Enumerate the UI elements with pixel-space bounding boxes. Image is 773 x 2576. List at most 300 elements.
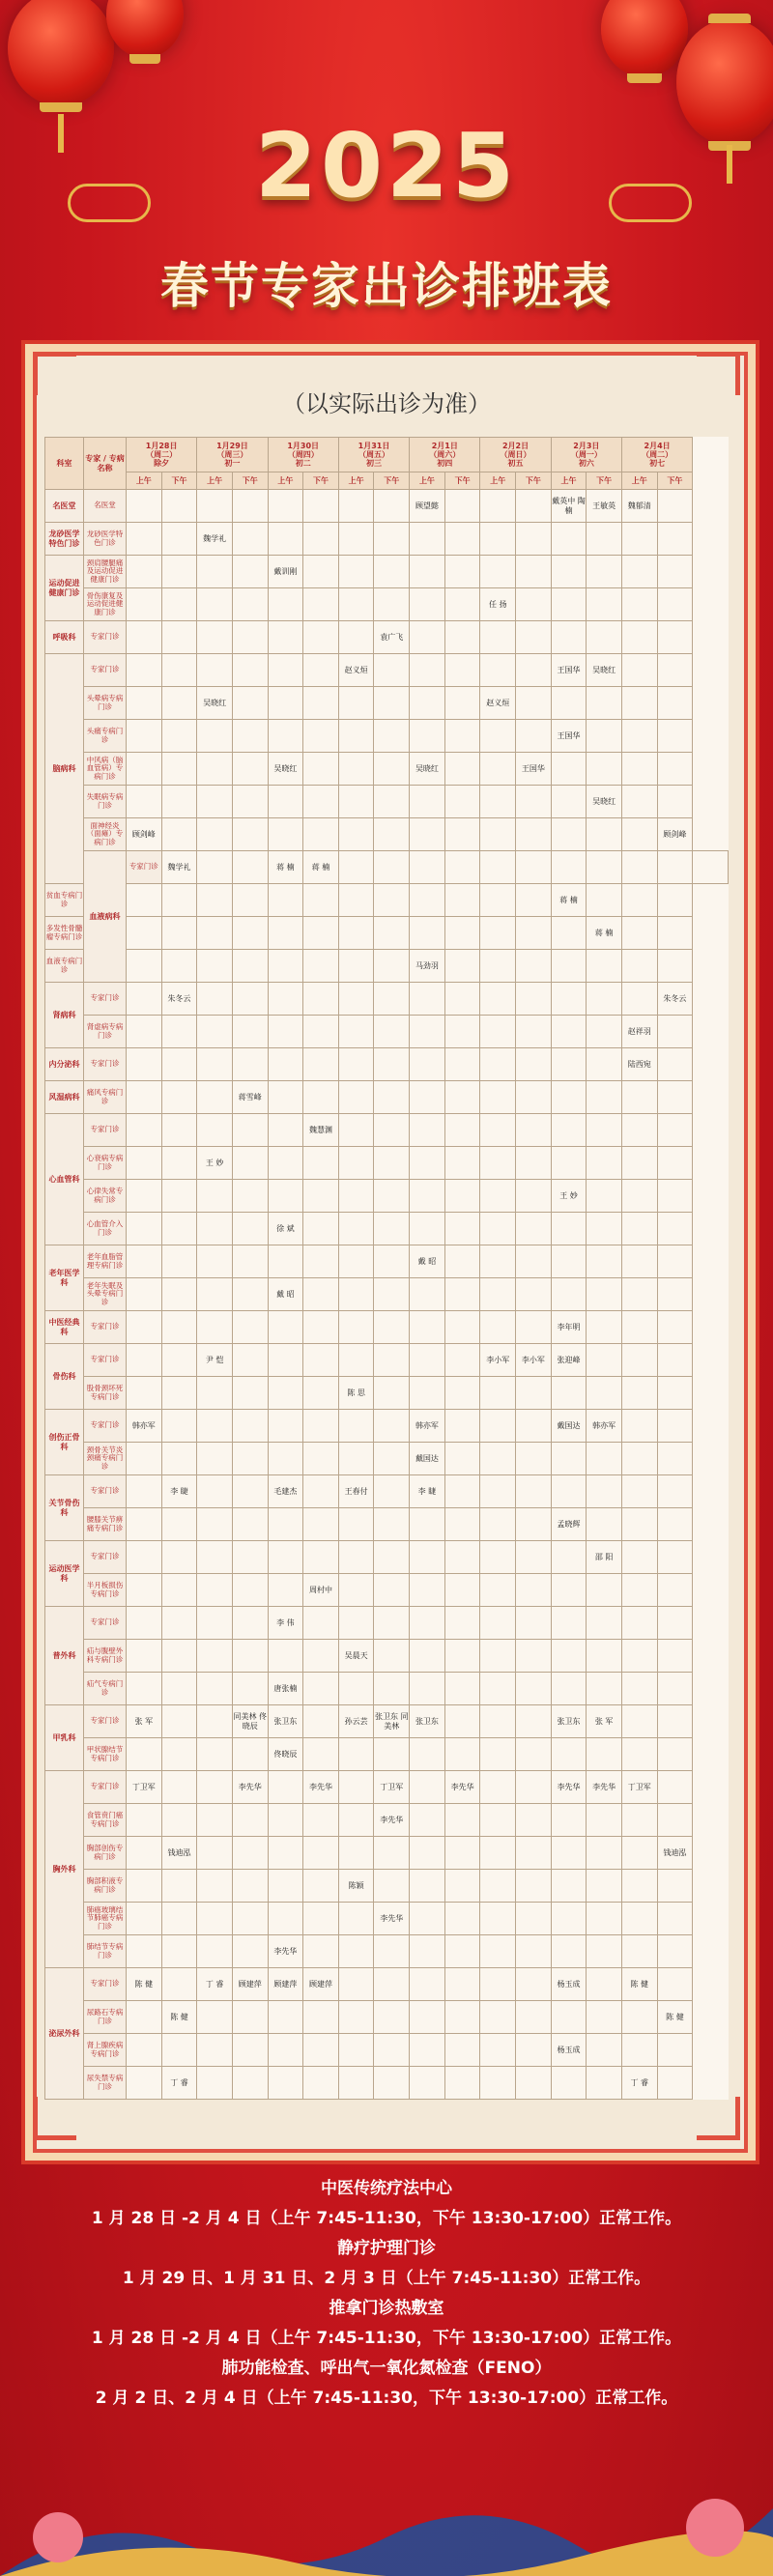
doctor-cell bbox=[444, 983, 480, 1016]
doctor-cell bbox=[444, 1344, 480, 1377]
doctor-cell: 丁卫军 bbox=[127, 1771, 162, 1804]
doctor-cell bbox=[374, 818, 410, 851]
doctor-cell bbox=[587, 1443, 622, 1475]
clinic-cell: 专家门诊 bbox=[84, 1541, 127, 1574]
doctor-cell bbox=[587, 1574, 622, 1607]
doctor-cell bbox=[587, 1344, 622, 1377]
doctor-cell bbox=[127, 490, 162, 523]
doctor-cell bbox=[232, 621, 268, 654]
header-day-text: （周三） bbox=[216, 449, 248, 459]
clinic-cell: 专家门诊 bbox=[84, 1475, 127, 1508]
doctor-cell bbox=[551, 621, 587, 654]
doctor-cell bbox=[516, 1213, 552, 1245]
doctor-cell: 蒋雪峰 bbox=[232, 1081, 268, 1114]
doctor-cell: 顾剑峰 bbox=[657, 818, 693, 851]
page-title: 春节专家出诊排班表 bbox=[160, 258, 613, 314]
doctor-cell bbox=[657, 1180, 693, 1213]
doctor-cell bbox=[480, 1903, 516, 1935]
dept-cell: 关节骨伤科 bbox=[45, 1475, 84, 1541]
doctor-cell bbox=[516, 1607, 552, 1640]
table-row bbox=[45, 720, 729, 753]
doctor-cell bbox=[197, 1081, 233, 1114]
doctor-cell: 吴晓红 bbox=[197, 687, 233, 720]
doctor-cell bbox=[232, 523, 268, 556]
doctor-cell bbox=[338, 621, 374, 654]
doctor-cell bbox=[444, 1804, 480, 1837]
doctor-cell bbox=[197, 753, 233, 786]
doctor-cell bbox=[127, 1935, 162, 1968]
clinic-cell: 心衰病专病门诊 bbox=[84, 1147, 127, 1180]
dept-cell: 创伤正骨科 bbox=[45, 1410, 84, 1475]
doctor-cell: 丁 睿 bbox=[197, 1968, 233, 2001]
doctor-cell bbox=[232, 1837, 268, 1870]
doctor-cell bbox=[480, 1048, 516, 1081]
doctor-cell bbox=[338, 1607, 374, 1640]
header-day-text: 1月28日 bbox=[145, 441, 178, 450]
doctor-cell bbox=[516, 1541, 552, 1574]
doctor-cell bbox=[374, 1048, 410, 1081]
clinic-cell: 尿失禁专病门诊 bbox=[84, 2067, 127, 2100]
clinic-cell: 尿路石专病门诊 bbox=[84, 2001, 127, 2034]
doctor-cell bbox=[516, 2034, 552, 2067]
doctor-cell bbox=[268, 1114, 303, 1147]
doctor-cell bbox=[551, 983, 587, 1016]
doctor-cell bbox=[693, 851, 729, 884]
doctor-cell bbox=[374, 2067, 410, 2100]
doctor-cell bbox=[444, 1574, 480, 1607]
doctor-cell: 吴晓红 bbox=[410, 753, 445, 786]
doctor-cell bbox=[551, 1804, 587, 1837]
doctor-cell bbox=[268, 1147, 303, 1180]
doctor-cell bbox=[480, 851, 516, 884]
doctor-cell bbox=[374, 1574, 410, 1607]
doctor-cell bbox=[621, 1311, 657, 1344]
doctor-cell bbox=[161, 884, 197, 917]
doctor-cell bbox=[480, 2034, 516, 2067]
doctor-cell bbox=[657, 1377, 693, 1410]
doctor-cell: 杨玉成 bbox=[551, 1968, 587, 2001]
doctor-cell bbox=[197, 1311, 233, 1344]
doctor-cell bbox=[444, 1443, 480, 1475]
doctor-cell bbox=[268, 1443, 303, 1475]
doctor-cell bbox=[303, 950, 339, 983]
header-day bbox=[197, 438, 268, 472]
doctor-cell bbox=[480, 1475, 516, 1508]
header-pm: 下午 bbox=[161, 472, 197, 490]
doctor-cell bbox=[657, 1738, 693, 1771]
header-day-text: （周一） bbox=[570, 449, 602, 459]
header-day-text: 除夕 bbox=[154, 459, 170, 469]
doctor-cell bbox=[197, 2001, 233, 2034]
doctor-cell bbox=[657, 917, 693, 950]
doctor-cell bbox=[161, 1804, 197, 1837]
doctor-cell bbox=[480, 1443, 516, 1475]
doctor-cell bbox=[161, 1903, 197, 1935]
table-row bbox=[45, 1508, 729, 1541]
header-day-text: （周二） bbox=[642, 449, 673, 459]
doctor-cell bbox=[516, 621, 552, 654]
doctor-cell bbox=[197, 1640, 233, 1673]
doctor-cell bbox=[161, 720, 197, 753]
doctor-cell bbox=[127, 1180, 162, 1213]
doctor-cell bbox=[338, 1443, 374, 1475]
doctor-cell: 王 妙 bbox=[197, 1147, 233, 1180]
doctor-cell bbox=[587, 1870, 622, 1903]
doctor-cell bbox=[303, 1443, 339, 1475]
doctor-cell bbox=[587, 1213, 622, 1245]
table-row bbox=[45, 1574, 729, 1607]
notice-heading: 静疗护理门诊 bbox=[337, 2239, 436, 2258]
doctor-cell bbox=[621, 1377, 657, 1410]
doctor-cell bbox=[551, 753, 587, 786]
doctor-cell bbox=[444, 1640, 480, 1673]
doctor-cell bbox=[410, 1114, 445, 1147]
doctor-cell bbox=[516, 1771, 552, 1804]
doctor-cell bbox=[480, 917, 516, 950]
doctor-cell bbox=[161, 818, 197, 851]
doctor-cell: 丁卫军 bbox=[621, 1771, 657, 1804]
clinic-cell: 肺癌玻璃结节肺癌专病门诊 bbox=[84, 1903, 127, 1935]
doctor-cell bbox=[551, 1081, 587, 1114]
doctor-cell bbox=[374, 1147, 410, 1180]
doctor-cell: 钱迪泓 bbox=[657, 1837, 693, 1870]
doctor-cell bbox=[232, 950, 268, 983]
doctor-cell bbox=[161, 490, 197, 523]
doctor-cell bbox=[338, 2001, 374, 2034]
doctor-cell bbox=[480, 1837, 516, 1870]
doctor-cell: 任 扬 bbox=[480, 588, 516, 621]
doctor-cell bbox=[410, 1344, 445, 1377]
doctor-cell bbox=[587, 950, 622, 983]
header-pm: 下午 bbox=[232, 472, 268, 490]
doctor-cell bbox=[127, 687, 162, 720]
doctor-cell: 袁广飞 bbox=[374, 621, 410, 654]
doctor-cell bbox=[127, 1278, 162, 1311]
doctor-cell bbox=[303, 1804, 339, 1837]
doctor-cell bbox=[587, 588, 622, 621]
doctor-cell bbox=[587, 1640, 622, 1673]
doctor-cell bbox=[303, 1377, 339, 1410]
doctor-cell bbox=[444, 1837, 480, 1870]
doctor-cell bbox=[374, 490, 410, 523]
doctor-cell bbox=[161, 1114, 197, 1147]
frame-corner bbox=[697, 2097, 740, 2140]
table-row bbox=[45, 1968, 729, 2001]
doctor-cell bbox=[127, 786, 162, 818]
doctor-cell bbox=[338, 556, 374, 588]
doctor-cell: 王春付 bbox=[338, 1475, 374, 1508]
doctor-cell bbox=[268, 588, 303, 621]
doctor-cell bbox=[480, 786, 516, 818]
doctor-cell bbox=[657, 1804, 693, 1837]
doctor-cell bbox=[621, 753, 657, 786]
doctor-cell bbox=[516, 1640, 552, 1673]
doctor-cell bbox=[374, 588, 410, 621]
doctor-cell: 赵义烜 bbox=[480, 687, 516, 720]
doctor-cell bbox=[444, 1114, 480, 1147]
notice-text: 1 月 28 日 -2 月 4 日（上午 7:45-11:30，下午 13:30-17:00）正常工作。 bbox=[91, 2329, 682, 2348]
clinic-cell: 甲状腺结节专病门诊 bbox=[84, 1738, 127, 1771]
table-row bbox=[45, 1245, 729, 1278]
doctor-cell bbox=[480, 1607, 516, 1640]
doctor-cell bbox=[268, 1377, 303, 1410]
header-day-text: 2月1日 bbox=[431, 441, 458, 450]
doctor-cell: 韩亦军 bbox=[587, 1410, 622, 1443]
doctor-cell bbox=[657, 720, 693, 753]
clinic-cell: 专家门诊 bbox=[84, 1114, 127, 1147]
header-am: 上午 bbox=[197, 472, 233, 490]
doctor-cell: 蒋 楠 bbox=[268, 851, 303, 884]
doctor-cell bbox=[587, 1048, 622, 1081]
doctor-cell bbox=[338, 588, 374, 621]
doctor-cell bbox=[232, 1278, 268, 1311]
doctor-cell bbox=[268, 917, 303, 950]
doctor-cell bbox=[657, 1081, 693, 1114]
doctor-cell bbox=[621, 556, 657, 588]
doctor-cell bbox=[161, 1410, 197, 1443]
doctor-cell bbox=[516, 523, 552, 556]
header-day-text: 1月31日 bbox=[358, 441, 390, 450]
table-row bbox=[45, 1541, 729, 1574]
doctor-cell bbox=[480, 720, 516, 753]
doctor-cell bbox=[161, 1443, 197, 1475]
notice-text: 2 月 2 日、2 月 4 日（上午 7:45-11:30，下午 13:30-17:00）正常工作。 bbox=[95, 2389, 678, 2408]
doctor-cell bbox=[410, 983, 445, 1016]
doctor-cell bbox=[444, 588, 480, 621]
doctor-cell bbox=[268, 1804, 303, 1837]
doctor-cell bbox=[197, 2034, 233, 2067]
table-row bbox=[45, 1377, 729, 1410]
doctor-cell bbox=[127, 1048, 162, 1081]
doctor-cell bbox=[657, 1541, 693, 1574]
doctor-cell bbox=[444, 1180, 480, 1213]
doctor-cell bbox=[551, 523, 587, 556]
doctor-cell bbox=[657, 1607, 693, 1640]
doctor-cell bbox=[516, 1180, 552, 1213]
doctor-cell bbox=[303, 917, 339, 950]
doctor-cell bbox=[161, 1344, 197, 1377]
clinic-cell: 胸部积液专病门诊 bbox=[84, 1870, 127, 1903]
doctor-cell bbox=[551, 2067, 587, 2100]
doctor-cell bbox=[516, 2001, 552, 2034]
doctor-cell bbox=[657, 1311, 693, 1344]
doctor-cell bbox=[127, 1081, 162, 1114]
table-row bbox=[45, 1475, 729, 1508]
doctor-cell bbox=[480, 884, 516, 917]
doctor-cell: 陈颖 bbox=[338, 1870, 374, 1903]
doctor-cell bbox=[480, 1508, 516, 1541]
table-row bbox=[45, 1081, 729, 1114]
doctor-cell bbox=[161, 1147, 197, 1180]
doctor-cell bbox=[197, 1213, 233, 1245]
doctor-cell bbox=[480, 490, 516, 523]
doctor-cell bbox=[268, 490, 303, 523]
doctor-cell bbox=[268, 1771, 303, 1804]
doctor-cell bbox=[551, 1935, 587, 1968]
doctor-cell bbox=[444, 2001, 480, 2034]
table-row bbox=[45, 1016, 729, 1048]
doctor-cell bbox=[410, 523, 445, 556]
doctor-cell: 陈 健 bbox=[621, 1968, 657, 2001]
header-day-text: 初六 bbox=[578, 459, 594, 469]
doctor-cell bbox=[444, 1903, 480, 1935]
doctor-cell bbox=[268, 523, 303, 556]
doctor-cell bbox=[410, 851, 445, 884]
doctor-cell bbox=[444, 1475, 480, 1508]
clinic-cell: 专家门诊 bbox=[84, 983, 127, 1016]
doctor-cell bbox=[374, 687, 410, 720]
table-row bbox=[45, 1147, 729, 1180]
doctor-cell bbox=[374, 1968, 410, 2001]
doctor-cell bbox=[161, 1508, 197, 1541]
doctor-cell bbox=[480, 818, 516, 851]
doctor-cell bbox=[197, 588, 233, 621]
doctor-cell bbox=[232, 851, 268, 884]
clinic-cell: 专家门诊 bbox=[84, 654, 127, 687]
doctor-cell bbox=[587, 1114, 622, 1147]
doctor-cell bbox=[621, 523, 657, 556]
table-row bbox=[45, 2067, 729, 2100]
doctor-cell bbox=[338, 1673, 374, 1705]
doctor-cell bbox=[587, 818, 622, 851]
doctor-cell bbox=[551, 1377, 587, 1410]
doctor-cell bbox=[516, 1081, 552, 1114]
table-row bbox=[45, 1213, 729, 1245]
doctor-cell bbox=[551, 1541, 587, 1574]
doctor-cell bbox=[480, 1016, 516, 1048]
doctor-cell: 张卫东 同美林 bbox=[374, 1705, 410, 1738]
doctor-cell bbox=[551, 1278, 587, 1311]
doctor-cell bbox=[587, 884, 622, 917]
doctor-cell bbox=[161, 1574, 197, 1607]
doctor-cell bbox=[127, 2067, 162, 2100]
doctor-cell bbox=[621, 884, 657, 917]
doctor-cell bbox=[268, 1541, 303, 1574]
table-row bbox=[45, 490, 729, 523]
doctor-cell bbox=[268, 2001, 303, 2034]
doctor-cell: 李先华 bbox=[444, 1771, 480, 1804]
doctor-cell: 顾望懿 bbox=[410, 490, 445, 523]
doctor-cell bbox=[374, 2001, 410, 2034]
doctor-cell bbox=[338, 753, 374, 786]
doctor-cell bbox=[232, 1607, 268, 1640]
doctor-cell bbox=[516, 1410, 552, 1443]
doctor-cell bbox=[621, 621, 657, 654]
title-year: 2025 bbox=[254, 114, 519, 217]
table-row bbox=[45, 1837, 729, 1870]
doctor-cell bbox=[410, 621, 445, 654]
doctor-cell bbox=[516, 1837, 552, 1870]
notice-text: 1 月 28 日 -2 月 4 日（上午 7:45-11:30，下午 13:30-17:00）正常工作。 bbox=[91, 2209, 682, 2228]
table-row bbox=[45, 1410, 729, 1443]
doctor-cell: 孙云芸 bbox=[338, 1705, 374, 1738]
doctor-cell bbox=[303, 884, 339, 917]
doctor-cell bbox=[551, 687, 587, 720]
doctor-cell bbox=[480, 1935, 516, 1968]
doctor-cell bbox=[551, 818, 587, 851]
doctor-cell bbox=[268, 2034, 303, 2067]
doctor-cell bbox=[621, 1804, 657, 1837]
doctor-cell bbox=[127, 884, 162, 917]
doctor-cell bbox=[232, 1114, 268, 1147]
doctor-cell bbox=[410, 1837, 445, 1870]
doctor-cell bbox=[374, 1180, 410, 1213]
doctor-cell bbox=[516, 720, 552, 753]
table-row bbox=[45, 1640, 729, 1673]
doctor-cell bbox=[197, 917, 233, 950]
doctor-cell bbox=[444, 1377, 480, 1410]
dept-cell: 心血管科 bbox=[45, 1114, 84, 1245]
doctor-cell: 王国华 bbox=[516, 753, 552, 786]
table-row bbox=[45, 753, 729, 786]
table-row bbox=[45, 851, 729, 884]
doctor-cell bbox=[551, 1048, 587, 1081]
doctor-cell bbox=[444, 720, 480, 753]
doctor-cell bbox=[303, 786, 339, 818]
clinic-cell: 疝与腹壁外科专病门诊 bbox=[84, 1640, 127, 1673]
doctor-cell: 戴训刚 bbox=[268, 556, 303, 588]
doctor-cell bbox=[410, 588, 445, 621]
doctor-cell: 李先华 bbox=[551, 1771, 587, 1804]
doctor-cell bbox=[480, 621, 516, 654]
clinic-cell: 胸部创伤专病门诊 bbox=[84, 1837, 127, 1870]
header-day-text: 初二 bbox=[295, 459, 311, 469]
doctor-cell bbox=[268, 1508, 303, 1541]
doctor-cell bbox=[587, 753, 622, 786]
doctor-cell bbox=[410, 1968, 445, 2001]
doctor-cell bbox=[551, 851, 587, 884]
doctor-cell bbox=[516, 1311, 552, 1344]
doctor-cell bbox=[197, 786, 233, 818]
doctor-cell bbox=[127, 588, 162, 621]
header-am: 上午 bbox=[621, 472, 657, 490]
doctor-cell bbox=[621, 1903, 657, 1935]
doctor-cell: 魏学礼 bbox=[197, 523, 233, 556]
doctor-cell bbox=[232, 1574, 268, 1607]
doctor-cell bbox=[657, 2034, 693, 2067]
table-row bbox=[45, 687, 729, 720]
table-row bbox=[45, 1344, 729, 1377]
doctor-cell bbox=[303, 1410, 339, 1443]
doctor-cell bbox=[303, 1278, 339, 1311]
doctor-cell bbox=[444, 1508, 480, 1541]
doctor-cell bbox=[410, 720, 445, 753]
doctor-cell: 吴晨天 bbox=[338, 1640, 374, 1673]
doctor-cell bbox=[303, 1837, 339, 1870]
clinic-cell: 专家门诊 bbox=[84, 621, 127, 654]
doctor-cell bbox=[621, 1180, 657, 1213]
doctor-cell: 李先华 bbox=[232, 1771, 268, 1804]
doctor-cell bbox=[268, 786, 303, 818]
doctor-cell bbox=[374, 1213, 410, 1245]
clinic-cell: 老年失眠及头晕专病门诊 bbox=[84, 1278, 127, 1311]
header-day-text: （周二） bbox=[146, 449, 178, 459]
doctor-cell bbox=[268, 1640, 303, 1673]
doctor-cell bbox=[338, 1574, 374, 1607]
doctor-cell bbox=[621, 1673, 657, 1705]
doctor-cell bbox=[480, 1738, 516, 1771]
doctor-cell bbox=[480, 1410, 516, 1443]
doctor-cell bbox=[374, 1738, 410, 1771]
doctor-cell bbox=[621, 1738, 657, 1771]
doctor-cell bbox=[374, 1935, 410, 1968]
doctor-cell bbox=[197, 950, 233, 983]
doctor-cell bbox=[232, 1016, 268, 1048]
doctor-cell: 吴晓红 bbox=[587, 786, 622, 818]
doctor-cell bbox=[587, 1837, 622, 1870]
doctor-cell bbox=[127, 1903, 162, 1935]
doctor-cell bbox=[410, 1870, 445, 1903]
